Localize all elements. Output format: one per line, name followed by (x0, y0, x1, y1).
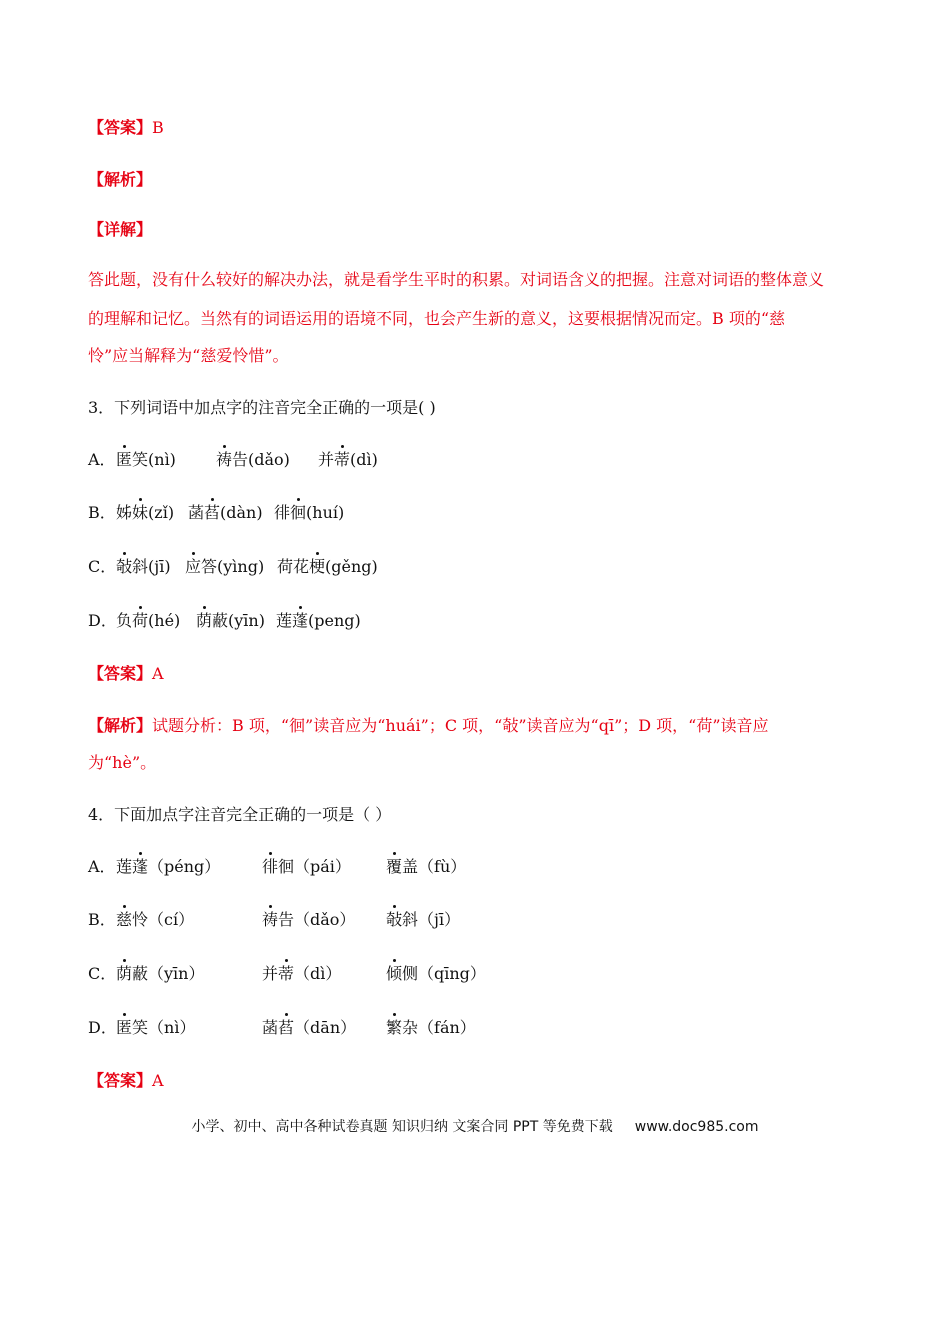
option-word (116, 857, 220, 877)
dotted-character: 荫 (116, 964, 133, 983)
answer-value: B (152, 118, 164, 137)
word-suffix: 徊（pái） (278, 857, 351, 876)
option-word (185, 557, 264, 577)
detail-line-3: 怜”应当解释为“慈爱怜惜”。 (88, 346, 289, 365)
option-word (262, 857, 351, 877)
detail-label: 【详解】 (88, 220, 153, 239)
word-prefix: 莲 (116, 857, 133, 876)
dotted-character: 妹 (132, 503, 149, 522)
word-suffix: （dì） (294, 964, 342, 983)
option-letter: A． (88, 450, 116, 469)
option-letter: C． (88, 557, 117, 576)
dotted-character: 敧 (116, 557, 133, 576)
detail-line-1: 答此题，没有什么较好的解决办法，就是看学生平时的积累。对词语含义的把握。注意对词语的整体意义 (88, 270, 825, 289)
word-suffix: (huí) (306, 503, 345, 522)
word-suffix: 笑(nì) (132, 450, 176, 469)
dotted-character: 徘 (262, 857, 279, 876)
dotted-character: 匿 (116, 1018, 133, 1037)
word-prefix: 负 (116, 611, 133, 630)
option-word (277, 557, 378, 577)
option-letter: B． (88, 503, 116, 522)
option-word (262, 910, 355, 930)
footer-text: 小学、初中、高中各种试卷真题 知识归纳 文案合同 PPT 等免费下载 (191, 1119, 613, 1135)
word-prefix: 并 (262, 964, 279, 983)
dotted-character: 蓬 (132, 857, 149, 876)
dotted-character: 蒂 (334, 450, 351, 469)
analysis-label: 【解析】 (88, 170, 153, 189)
option-word (262, 1018, 356, 1038)
option-word (116, 450, 176, 470)
word-suffix: (peng) (308, 611, 361, 630)
dotted-character: 蓬 (292, 611, 309, 630)
answer-value: A (152, 1071, 164, 1090)
dotted-character: 慈 (116, 910, 133, 929)
word-suffix: (zǐ) (148, 503, 175, 522)
word-suffix: (gěng) (325, 557, 378, 576)
option-word (188, 503, 263, 523)
option-word (274, 503, 344, 523)
analysis-label: 【解析】 (88, 716, 153, 735)
detail-line-2: 的理解和记忆。当然有的词语运用的语境不同，也会产生新的意义，这要根据情况而定。B 项的“慈 (88, 309, 786, 328)
word-suffix: （dān） (294, 1018, 357, 1037)
option-word (116, 557, 171, 577)
analysis-line-3-1 (88, 716, 769, 736)
dotted-character: 祷 (262, 910, 279, 929)
word-suffix: 告(dǎo) (232, 450, 290, 469)
analysis-text: 试题分析：B 项，“徊”读音应为“huái”；C 项，“敧”读音应为“qī”；D 项，“荷”读音应 (152, 716, 769, 735)
word-suffix: (hé) (148, 611, 181, 630)
option-word (386, 1018, 476, 1038)
option-letter: A． (88, 857, 116, 876)
question-4-stem: 4．下面加点字注音完全正确的一项是（ ） (88, 805, 392, 824)
analysis-line-3-2: 为“hè”。 (88, 753, 157, 772)
footer-url[interactable]: www.doc985.com (634, 1119, 759, 1135)
dotted-character: 荷 (132, 611, 149, 630)
word-prefix: 荷花 (277, 557, 310, 576)
answer-line-1 (88, 118, 164, 138)
dotted-character: 蒂 (278, 964, 295, 983)
word-suffix: （péng） (148, 857, 221, 876)
dotted-character: 梗 (309, 557, 326, 576)
answer-label: 【答案】 (88, 1071, 153, 1090)
option-word (216, 450, 290, 470)
option-word (386, 910, 460, 930)
word-suffix: 怜（cí） (132, 910, 195, 929)
dotted-character: 倾 (386, 964, 403, 983)
option-letter: D． (88, 1018, 117, 1037)
dotted-character: 祷 (216, 450, 233, 469)
answer-line-3 (88, 664, 164, 684)
word-suffix: 蔽(yīn) (212, 611, 265, 630)
word-suffix: 斜（jī） (402, 910, 461, 929)
word-suffix: 盖（fù） (402, 857, 467, 876)
word-suffix: (dì) (350, 450, 378, 469)
option-letter: B． (88, 910, 116, 929)
option-word (262, 964, 341, 984)
dotted-character: 萏 (278, 1018, 295, 1037)
option-word (116, 611, 180, 631)
word-prefix: 姊 (116, 503, 133, 522)
answer-label: 【答案】 (88, 664, 153, 683)
option-word (116, 1018, 195, 1038)
question-3-stem: 3．下列词语中加点字的注音完全正确的一项是( ) (88, 398, 436, 417)
page-footer (0, 1116, 950, 1136)
dotted-character: 覆 (386, 857, 403, 876)
dotted-character: 敧 (386, 910, 403, 929)
word-suffix: (dàn) (220, 503, 263, 522)
dotted-character: 繁 (386, 1018, 403, 1037)
word-suffix: 斜(jī) (132, 557, 171, 576)
dotted-character: 徊 (290, 503, 307, 522)
word-prefix: 菡 (188, 503, 205, 522)
word-suffix: 杂（fán） (402, 1018, 476, 1037)
word-prefix: 并 (318, 450, 335, 469)
dotted-character: 应 (185, 557, 202, 576)
word-prefix: 菡 (262, 1018, 279, 1037)
answer-line-4 (88, 1071, 164, 1091)
word-suffix: 蔽（yīn） (132, 964, 205, 983)
answer-value: A (152, 664, 164, 683)
option-word (116, 964, 204, 984)
dotted-character: 萏 (204, 503, 221, 522)
word-suffix: 笑（nì） (132, 1018, 196, 1037)
word-suffix: 侧（qīng） (402, 964, 486, 983)
option-word (116, 910, 194, 930)
option-word (116, 503, 174, 523)
word-prefix: 徘 (274, 503, 291, 522)
option-word (318, 450, 378, 470)
dotted-character: 荫 (196, 611, 213, 630)
option-word (386, 964, 486, 984)
option-letter: C． (88, 964, 117, 983)
option-letter: D． (88, 611, 117, 630)
answer-label: 【答案】 (88, 118, 153, 137)
word-suffix: 答(yìng) (201, 557, 265, 576)
dotted-character: 匿 (116, 450, 133, 469)
word-prefix: 莲 (276, 611, 293, 630)
option-word (386, 857, 466, 877)
option-word (276, 611, 361, 631)
word-suffix: 告（dǎo） (278, 910, 356, 929)
option-word (196, 611, 265, 631)
